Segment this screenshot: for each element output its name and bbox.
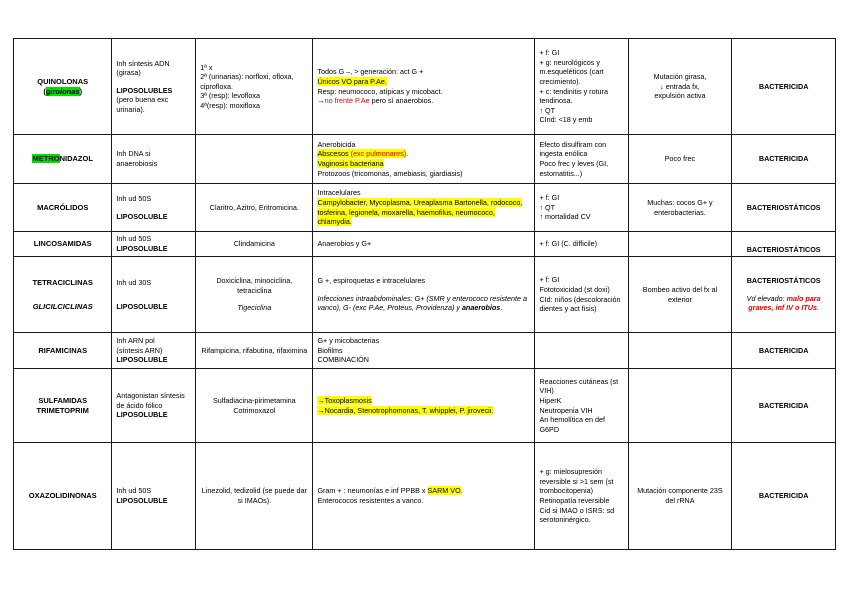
row-lincosamidas [14, 232, 836, 257]
spectrum-cell: Intracelulares Campylobacter, Mycoplasma, Ureaplasma Bartonella, rodococo, tosferina, legionela, moxarella, haemofilus, neumococo, chlamydia. [313, 184, 535, 232]
adverse-effects-cell: + g: mielosupresión reversible si >1 sem (st trombocitopenia) Retinopatía reversible Cid si IMAO o ISRS: sd serotoninérgico. [535, 443, 628, 550]
drugs-cell: Linezolid, tedizolid (se puede dar si IMAOs). [196, 443, 313, 550]
resistance-cell [628, 232, 732, 257]
row-macrolidos [14, 184, 836, 232]
resistance-cell: Bombeo activo del fx al exterior [628, 257, 732, 333]
drugs-cell: 1ª x 2ª (urinarias): norfloxi, ofloxa, ciprofloxa. 3ª (resp): levofloxa 4ª(resp): moxifloxa [196, 39, 313, 135]
drug-class-name: OXAZOLIDINONAS [14, 443, 112, 550]
spectrum-cell: G+ y micobacterias Biofilms COMBINACIÓN [313, 333, 535, 369]
row-tetraciclinas [14, 257, 836, 333]
resistance-cell: Mutación girasa, ↓ entrada fx, expulsión activa [628, 39, 732, 135]
resistance-cell: Mutación componente 23S del rRNA [628, 443, 732, 550]
effect-cell: BACTERICIDA [732, 333, 836, 369]
drug-class-name: LINCOSAMIDAS [14, 232, 112, 257]
spectrum-cell: →Toxoplasmosis →Nocardia, Stenotrophomonas, T. whipplei, P. jirovecii. [313, 369, 535, 443]
spectrum-cell: Anerobicida Abscesos (exc pulmonares). Vaginosis bacteriana Protozoos (tricomonas, amebiasis, giardiasis) [313, 135, 535, 184]
antibiotics-table [13, 38, 836, 550]
effect-cell: BACTERIOSTÁTICOS [732, 184, 836, 232]
drug-class-name: METRONIDAZOL [14, 135, 112, 184]
mechanism-cell: Inh ud 50S LIPOSOLUBLE [112, 443, 196, 550]
drugs-cell: Clindamicina [196, 232, 313, 257]
adverse-effects-cell: + f: GI + g: neurológicos y m.esqueléticos (cart crecimiento). + c: tendinitis y rotura tendinosa. ↑ QT CInd: <18 y emb [535, 39, 628, 135]
mechanism-cell: Inh ud 50S LIPOSOLUBLE [112, 184, 196, 232]
mechanism-cell: Inh DNA si anaerobiosis [112, 135, 196, 184]
drugs-cell: Rifampicina, rifabutina, rifaximina [196, 333, 313, 369]
mechanism-cell: Inh ud 50S LIPOSOLUBLE [112, 232, 196, 257]
mechanism-cell: Inh ARN pol (síntesis ARN) LIPOSOLUBLE [112, 333, 196, 369]
resistance-cell [628, 333, 732, 369]
effect-cell: BACTERICIDA [732, 369, 836, 443]
adverse-effects-cell: + f: GI Fototoxicidad (st doxi) CId: niños (descoloración dientes y act fisis) [535, 257, 628, 333]
mechanism-cell: Inh ud 30S LIPOSOLUBLE [112, 257, 196, 333]
effect-cell: BACTERICIDA [732, 39, 836, 135]
drug-class-name: MACRÓLIDOS [14, 184, 112, 232]
drug-class-name: TETRACICLINAS GLICILCICLINAS [14, 257, 112, 333]
adverse-effects-cell: + f: GI (C. difficile) [535, 232, 628, 257]
spectrum-cell: Gram + : neumonías e inf PPBB x SARM VO. Enterococos resistentes a vanco. [313, 443, 535, 550]
drugs-cell: Claritro, Azitro, Eritromicina. [196, 184, 313, 232]
drug-class-alias: girolonas [45, 86, 80, 96]
row-metronidazol [14, 135, 836, 184]
resistance-cell: Poco frec [628, 135, 732, 184]
effect-cell: BACTERIOSTÁTICOS Vd elevado: malo para graves, inf IV o ITUs. [732, 257, 836, 333]
row-oxazolidinonas [14, 443, 836, 550]
adverse-effects-cell: Reacciones cutáneas (st VIH) HiperK Neutropenia VIH An hemolítica en def G6PD [535, 369, 628, 443]
adverse-effects-cell: Efecto disulfiram con ingesta enólica Poco frec y leves (GI, estomatitis...) [535, 135, 628, 184]
row-rifamicinas [14, 333, 836, 369]
adverse-effects-cell: + f: GI ↑ QT ↑ mortalidad CV [535, 184, 628, 232]
drugs-cell: Doxiciclina, minociclina, tetraciclina Tigeciclina [196, 257, 313, 333]
spectrum-cell: G +, espiroquetas e intracelulares Infecciones intraabdominales: G+ (SMR y enterococo resistente a vanco), G- (exc P.Ae, Proteus, Providenza) y anaerobios. [313, 257, 535, 333]
row-sulfamidas [14, 369, 836, 443]
drugs-cell [196, 135, 313, 184]
effect-cell: BACTERICIDA [732, 443, 836, 550]
drug-class-name: RIFAMICINAS [14, 333, 112, 369]
drugs-cell: Sulfadiacina-pirimetamina Cotrimoxazol [196, 369, 313, 443]
drug-class-name: SULFAMIDAS TRIMETOPRIM [14, 369, 112, 443]
effect-cell: BACTERICIDA [732, 135, 836, 184]
mechanism-cell: Antagonistan síntesis de ácido fólico LIPOSOLUBLE [112, 369, 196, 443]
spectrum-cell: Todos G –, > generación: act G + Únicos VO para P.Ae. Resp: neumococo, atípicas y micobact. →no frente P.Ae pero sí anaerobios. [313, 39, 535, 135]
spectrum-cell: Anaerobios y G+ [313, 232, 535, 257]
drug-class-name: QUINOLONAS (girolonas) [14, 39, 112, 135]
row-quinolonas [14, 39, 836, 135]
resistance-cell [628, 369, 732, 443]
mechanism-cell: Inh síntesis ADN (girasa) LIPOSOLUBLES (pero buena exc urinaria). [112, 39, 196, 135]
adverse-effects-cell [535, 333, 628, 369]
resistance-cell: Muchas: cocos G+ y enterobacterias. [628, 184, 732, 232]
effect-cell: BACTERIOSTÁTICOS [732, 232, 836, 257]
